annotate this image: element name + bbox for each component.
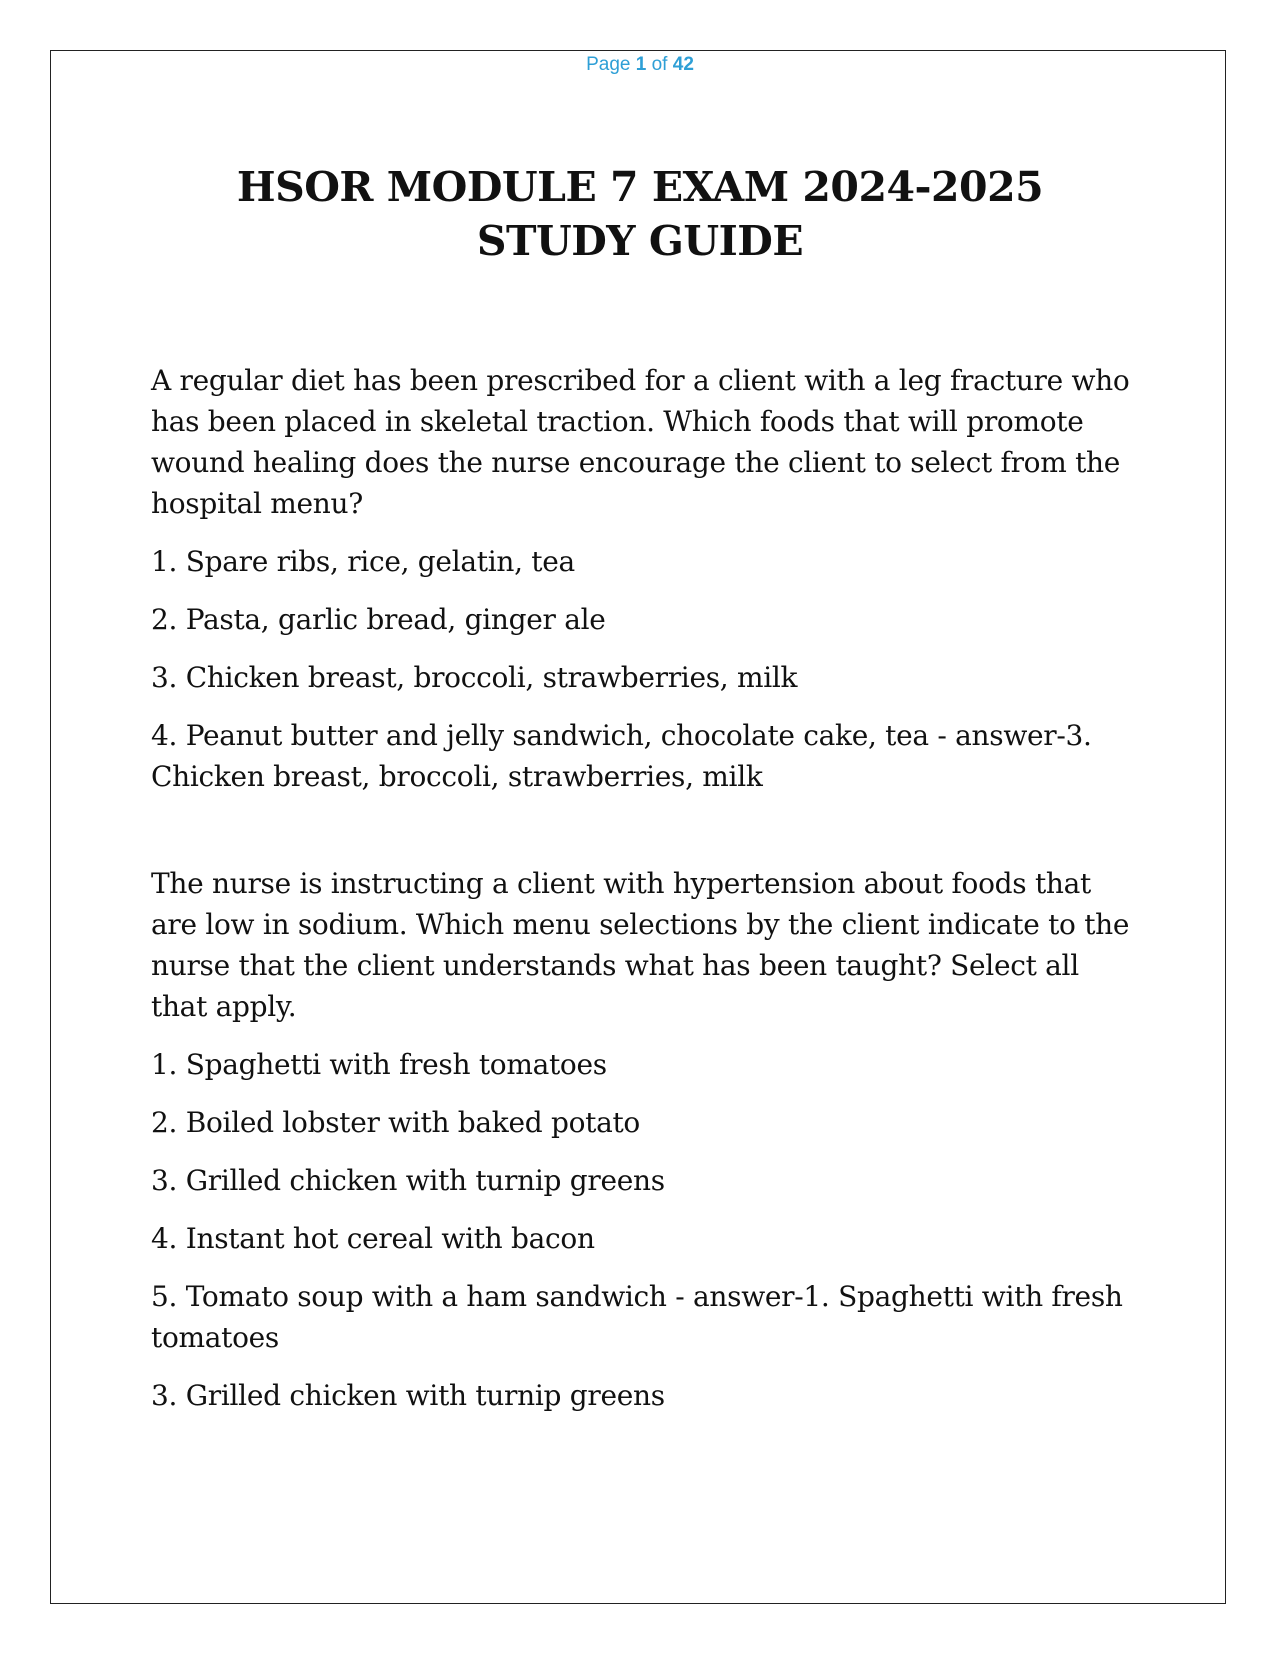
answer-key-continuation: 3. Grilled chicken with turnip greens: [151, 1379, 665, 1412]
document-title: [0, 160, 1280, 268]
page-current: 1: [635, 54, 647, 75]
question-block-1: [151, 360, 1131, 797]
question-text: The nurse is instructing a client with hypertension about foods that are low in sodium. Which menu selections by the client indicate to the nurse that the client understands what has been taught? Select all that apply.: [151, 867, 1130, 1023]
page-total: 42: [672, 54, 694, 75]
answer-option: 3. Chicken breast, broccoli, strawberries, milk: [151, 661, 798, 694]
title-line-1: HSOR MODULE 7 EXAM 2024-2025: [236, 163, 1044, 211]
page-counter: [0, 54, 1280, 76]
question-text: A regular diet has been prescribed for a client with a leg fracture who has been placed in skeletal traction. Which foods that will promote wound healing does the nurse encourage the client to select from the hospital menu?: [151, 364, 1130, 520]
answer-option-with-key: 5. Tomato soup with a ham sandwich - answer-1. Spaghetti with fresh tomatoes: [151, 1280, 1123, 1354]
answer-option: 4. Instant hot cereal with bacon: [151, 1222, 595, 1255]
page-prefix: Page: [586, 54, 631, 75]
answer-option-with-key: 4. Peanut butter and jelly sandwich, chocolate cake, tea - answer-3. Chicken breast, broccoli, strawberries, milk: [151, 719, 1092, 793]
answer-option: 1. Spaghetti with fresh tomatoes: [151, 1048, 607, 1081]
document-body: [151, 360, 1131, 1433]
answer-option: 2. Pasta, garlic bread, ginger ale: [151, 603, 606, 636]
question-block-2: [151, 863, 1131, 1416]
answer-option: 2. Boiled lobster with baked potato: [151, 1106, 640, 1139]
answer-option: 1. Spare ribs, rice, gelatin, tea: [151, 545, 575, 578]
answer-option: 3. Grilled chicken with turnip greens: [151, 1164, 665, 1197]
title-line-2: STUDY GUIDE: [476, 217, 804, 265]
page-of: of: [651, 54, 668, 75]
